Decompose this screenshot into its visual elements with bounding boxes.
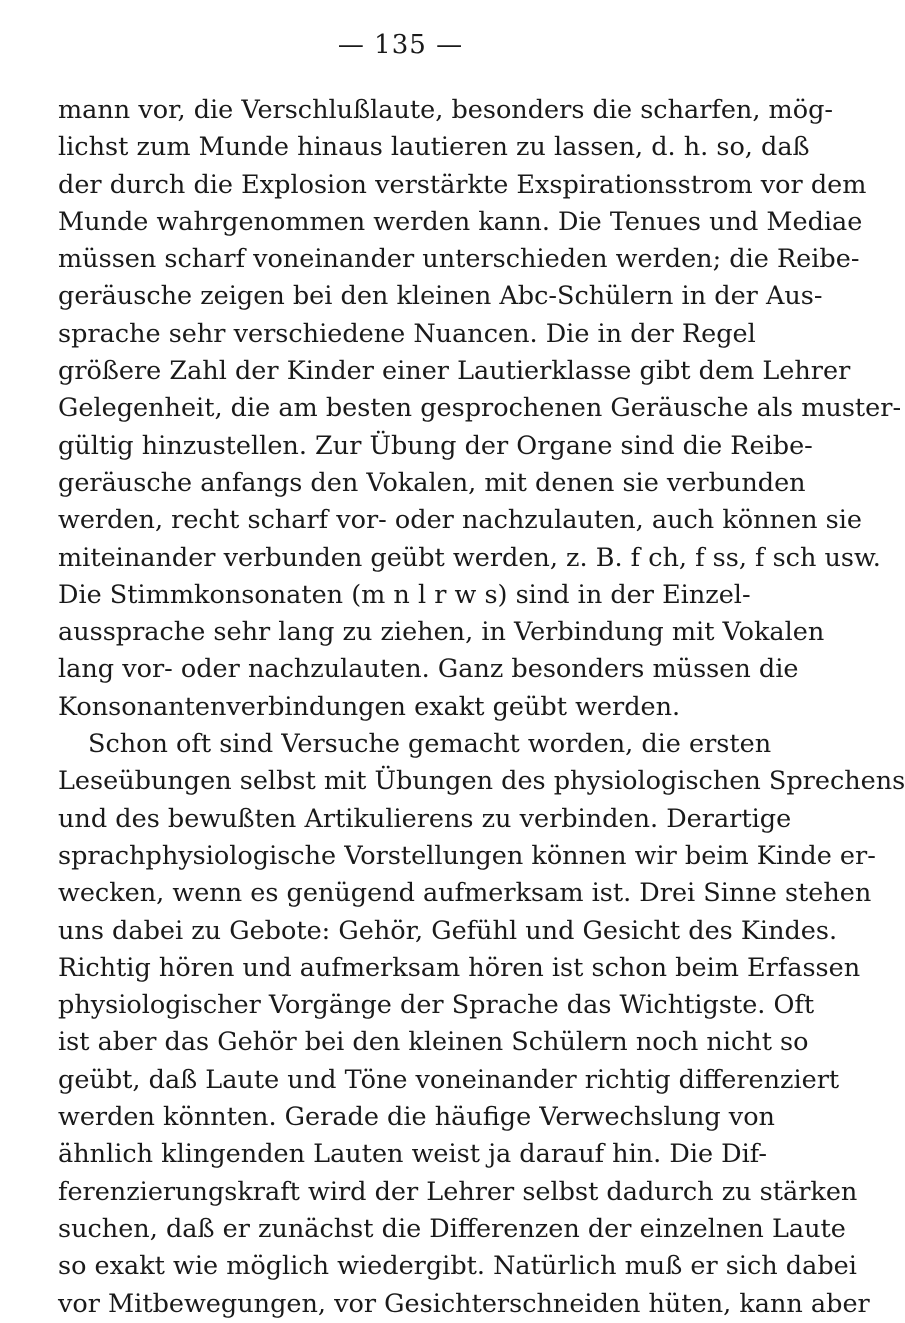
text-line: geräusche zeigen bei den kleinen Abc-Schülern in der Aus- xyxy=(58,281,823,312)
body-text xyxy=(58,92,905,1323)
text-line: aussprache sehr lang zu ziehen, in Verbindung mit Vokalen xyxy=(58,617,825,648)
text-line: ist aber das Gehör bei den kleinen Schülern noch nicht so xyxy=(58,1027,809,1058)
paragraph-1 xyxy=(58,92,902,726)
page-number: — 135 — xyxy=(337,30,464,60)
text-line: wecken, wenn es genügend aufmerksam ist. Drei Sinne stehen xyxy=(58,878,872,909)
text-line: größere Zahl der Kinder einer Lautierklasse gibt dem Lehrer xyxy=(58,356,851,387)
text-line: so exakt wie möglich wiedergibt. Natürlich muß er sich dabei xyxy=(58,1251,857,1282)
text-line: vor Mitbewegungen, vor Gesichterschneiden hüten, kann aber xyxy=(58,1288,870,1319)
text-line: ferenzierungskraft wird der Lehrer selbst dadurch zu stärken xyxy=(58,1176,858,1207)
text-line: sprachphysiologische Vorstellungen können wir beim Kinde er- xyxy=(58,840,876,871)
paragraph-2 xyxy=(58,726,905,1323)
text-line: geübt, daß Laute und Töne voneinander richtig differenziert xyxy=(58,1064,840,1095)
text-line: gültig hinzustellen. Zur Übung der Organe sind die Reibe- xyxy=(58,430,813,461)
text-line: Gelegenheit, die am besten gesprochenen Geräusche als muster- xyxy=(58,393,902,424)
text-line: Munde wahrgenommen werden kann. Die Tenues und Mediae xyxy=(58,206,863,237)
text-line: Schon oft sind Versuche gemacht worden, die ersten xyxy=(88,729,772,760)
text-line: ähnlich klingenden Lauten weist ja darauf hin. Die Dif- xyxy=(58,1139,767,1170)
text-line: müssen scharf voneinander unterschieden werden; die Reibe- xyxy=(58,244,860,275)
text-line: Konsonantenverbindungen exakt geübt werden. xyxy=(58,691,681,722)
text-line: geräusche anfangs den Vokalen, mit denen sie verbunden xyxy=(58,467,806,498)
text-line: Die Stimmkonsonaten (m n l r w s) sind in der Einzel- xyxy=(58,579,751,610)
text-line: miteinander verbunden geübt werden, z. B. f ch, f ss, f sch usw. xyxy=(58,542,881,573)
text-line: sprache sehr verschiedene Nuancen. Die in der Regel xyxy=(58,318,756,349)
text-line: mann vor, die Verschlußlaute, besonders die scharfen, mög- xyxy=(58,95,834,125)
text-line: werden, recht scharf vor- oder nachzulauten, auch können sie xyxy=(58,505,862,536)
text-line: suchen, daß er zunächst die Differenzen der einzelnen Laute xyxy=(58,1213,846,1244)
text-line: lang vor- oder nachzulauten. Ganz besonders müssen die xyxy=(58,654,799,685)
text-line: physiologischer Vorgänge der Sprache das Wichtigste. Oft xyxy=(58,990,815,1021)
text-line: Richtig hören und aufmerksam hören ist schon beim Erfassen xyxy=(58,952,861,983)
text-line: uns dabei zu Gebote: Gehör, Gefühl und Gesicht des Kindes. xyxy=(58,915,838,946)
text-line: der durch die Explosion verstärkte Exspirationsstrom vor dem xyxy=(58,169,867,200)
text-line: lichst zum Munde hinaus lautieren zu lassen, d. h. so, daß xyxy=(58,132,810,163)
text-line: Leseübungen selbst mit Übungen des physiologischen Sprechens xyxy=(58,766,905,797)
text-line: werden könnten. Gerade die häufige Verwechslung von xyxy=(58,1102,775,1133)
text-line: und des bewußten Artikulierens zu verbinden. Derartige xyxy=(58,803,792,834)
